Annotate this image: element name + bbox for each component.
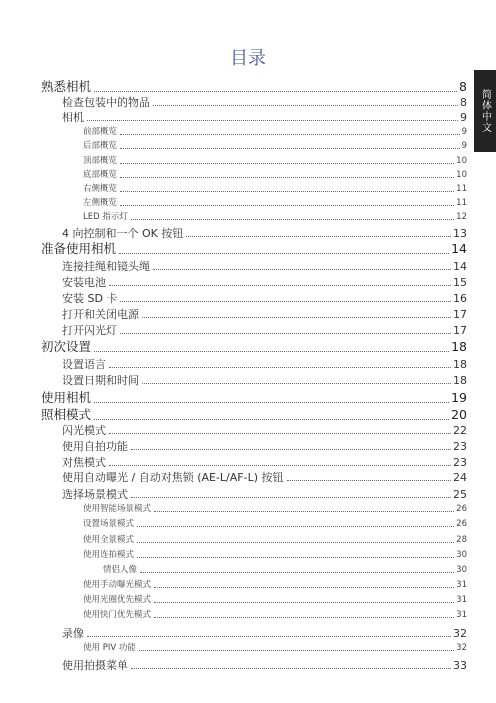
toc-entry-title: 熟悉相机 (41, 79, 92, 94)
toc-entry-title: 设置场景模式 (83, 519, 135, 529)
toc-entry-page: 26 (456, 519, 467, 529)
toc-entry[interactable] (62, 228, 467, 239)
toc-entry-page: 19 (451, 390, 467, 405)
toc-entry-title: 设置日期和时间 (62, 374, 139, 387)
toc-entry-page: 30 (456, 565, 467, 575)
toc-entry-title: 后部概览 (83, 141, 118, 151)
toc-entry-title: 使用快门优先模式 (83, 610, 152, 620)
toc-entry-title: 使用连拍模式 (83, 550, 135, 560)
toc-entry-page: 18 (451, 339, 467, 354)
toc-entry-title: 打开和关闭电源 (62, 308, 139, 321)
toc-entry-title: 使用手动曝光模式 (83, 580, 152, 590)
toc-entry-title: 左侧概览 (83, 198, 118, 208)
toc-entry-title: LED 指示灯 (83, 212, 128, 222)
toc-entry-title: 使用自动曝光 / 自动对焦锁 (AE-L/AF-L) 按钮 (62, 471, 284, 484)
toc-entry-page: 9 (461, 141, 467, 151)
toc-entry-page: 25 (453, 488, 467, 501)
toc-entry[interactable] (62, 660, 467, 671)
toc-entry-page: 8 (460, 96, 467, 109)
toc-entry-page: 32 (456, 643, 467, 653)
toc-entry-title: 录像 (62, 627, 84, 640)
toc-entry-page: 24 (453, 471, 467, 484)
toc-entry[interactable] (62, 425, 467, 436)
toc-leader-dots (287, 480, 451, 481)
toc-entry-title: 使用拍摄菜单 (62, 659, 128, 672)
toc-entry-title: 打开闪光灯 (62, 324, 117, 337)
toc-entry-page: 18 (453, 358, 467, 371)
toc-leader-dots (120, 205, 454, 206)
toc-entry-page: 11 (456, 184, 467, 194)
toc-leader-dots (109, 285, 451, 286)
toc-entry-title: 顶部概览 (83, 156, 118, 166)
toc-leader-dots (120, 301, 451, 302)
toc-entry[interactable] (62, 628, 467, 639)
toc-entry-title: 使用 PIV 功能 (83, 643, 136, 653)
toc-entry[interactable] (62, 441, 467, 452)
toc-entry-page: 18 (453, 374, 467, 387)
toc-leader-dots (154, 602, 454, 603)
toc-entry[interactable] (62, 309, 467, 320)
toc-entry-page: 31 (456, 580, 467, 590)
toc-entry-page: 23 (453, 440, 467, 453)
toc-entry-page: 26 (456, 504, 467, 514)
toc-leader-dots (131, 449, 451, 450)
toc-entry-title: 选择场景模式 (62, 488, 128, 501)
toc-entry[interactable] (41, 341, 467, 354)
toc-leader-dots (137, 526, 454, 527)
toc-leader-dots (142, 383, 451, 384)
toc-entry-title: 安装 SD 卡 (62, 292, 118, 305)
toc-entry[interactable] (83, 520, 467, 529)
toc-entry-page: 30 (456, 550, 467, 560)
toc-entry-page: 13 (453, 227, 467, 240)
toc-entry-title: 初次设置 (41, 339, 92, 354)
toc-leader-dots (120, 148, 460, 149)
toc-entry-page: 31 (456, 595, 467, 605)
toc-entry-page: 31 (456, 610, 467, 620)
page-title: 目录 (230, 48, 266, 69)
toc-entry[interactable] (62, 472, 467, 483)
toc-entry[interactable] (83, 199, 467, 208)
toc-entry-page: 11 (456, 198, 467, 208)
toc-entry-title: 底部概览 (83, 170, 118, 180)
toc-entry[interactable] (62, 112, 467, 123)
toc-entry-title: 连接挂绳和镜头绳 (62, 260, 150, 273)
toc-entry-page: 16 (453, 292, 467, 305)
toc-leader-dots (120, 191, 454, 192)
toc-leader-dots (109, 465, 451, 466)
toc-entry-title: 使用自拍功能 (62, 440, 128, 453)
toc-entry-page: 17 (453, 324, 467, 337)
toc-entry[interactable] (41, 81, 467, 94)
toc-leader-dots (87, 120, 458, 121)
toc-leader-dots (94, 402, 449, 403)
toc-entry-page: 20 (451, 407, 467, 422)
toc-leader-dots (153, 269, 451, 270)
toc-entry-page: 14 (451, 241, 467, 256)
toc-leader-dots (94, 351, 449, 352)
toc-leader-dots (131, 668, 451, 669)
toc-entry[interactable] (62, 375, 467, 386)
toc-entry-page: 15 (453, 276, 467, 289)
toc-entry-title: 使用光圈优先模式 (83, 595, 152, 605)
toc-leader-dots (186, 236, 451, 237)
toc-leader-dots (120, 333, 451, 334)
toc-entry[interactable] (83, 581, 467, 590)
toc-entry-title: 设置语言 (62, 358, 106, 371)
toc-leader-dots (154, 587, 454, 588)
toc-entry-page: 23 (453, 456, 467, 469)
toc-leader-dots (120, 134, 460, 135)
toc-entry[interactable] (83, 213, 467, 222)
toc-entry[interactable] (83, 157, 467, 166)
toc-entry-title: 前部概览 (83, 127, 118, 137)
toc-entry-title: 对焦模式 (62, 456, 106, 469)
toc-entry-title: 4 向控制和一个 OK 按钮 (62, 227, 184, 240)
toc-entry-page: 28 (456, 535, 467, 545)
toc-entry-title: 照相模式 (41, 407, 92, 422)
toc-entry-title: 右侧概览 (83, 184, 118, 194)
language-tab: 简体中文 (474, 70, 496, 152)
toc-entry[interactable] (62, 489, 467, 500)
toc-entry[interactable] (83, 505, 467, 514)
toc-entry-title: 闪光模式 (62, 424, 106, 437)
toc-entry-page: 32 (453, 627, 467, 640)
toc-entry-page: 14 (453, 260, 467, 273)
toc-leader-dots (120, 177, 454, 178)
toc-entry-title: 检查包装中的物品 (62, 96, 150, 109)
toc-leader-dots (131, 219, 454, 220)
toc-entry[interactable] (62, 97, 467, 108)
toc-entry-title: 使用智能场景模式 (83, 504, 152, 514)
toc-leader-dots (119, 253, 449, 254)
toc-leader-dots (142, 317, 451, 318)
toc-entry-page: 12 (456, 212, 467, 222)
toc-entry[interactable] (83, 596, 467, 605)
toc-entry[interactable] (83, 644, 467, 653)
toc-leader-dots (137, 557, 454, 558)
toc-entry-page: 17 (453, 308, 467, 321)
toc-leader-dots (139, 650, 454, 651)
toc-entry-title: 相机 (62, 111, 84, 124)
toc-leader-dots (154, 617, 454, 618)
toc-leader-dots (109, 367, 451, 368)
toc-entry[interactable] (62, 277, 467, 288)
toc-leader-dots (120, 163, 454, 164)
toc-leader-dots (140, 572, 454, 573)
toc-leader-dots (94, 419, 449, 420)
toc-entry[interactable] (62, 325, 467, 336)
toc-entry[interactable] (83, 142, 467, 151)
toc-entry-page: 22 (453, 424, 467, 437)
toc-entry-page: 33 (453, 659, 467, 672)
toc-leader-dots (153, 105, 458, 106)
toc-entry[interactable] (83, 128, 467, 137)
toc-entry-title: 安装电池 (62, 276, 106, 289)
toc-entry[interactable] (62, 261, 467, 272)
toc-leader-dots (94, 91, 457, 92)
toc-entry[interactable] (62, 457, 467, 468)
toc-leader-dots (109, 433, 451, 434)
toc-entry-page: 9 (460, 111, 467, 124)
toc-entry[interactable] (83, 171, 467, 180)
toc-entry[interactable] (83, 185, 467, 194)
toc-entry-page: 8 (459, 79, 467, 94)
toc-entry-title: 情侣人像 (103, 565, 138, 575)
toc-entry-page: 9 (461, 127, 467, 137)
toc-leader-dots (131, 497, 451, 498)
toc-entry[interactable] (62, 359, 467, 370)
toc-entry-title: 使用相机 (41, 390, 92, 405)
toc-leader-dots (87, 636, 451, 637)
toc-leader-dots (154, 511, 454, 512)
toc-entry[interactable] (83, 551, 467, 560)
toc-entry-title: 使用全景模式 (83, 535, 135, 545)
toc-leader-dots (137, 542, 454, 543)
toc-entry[interactable] (41, 243, 467, 256)
toc-entry[interactable] (62, 293, 467, 304)
toc-entry-page: 10 (456, 170, 467, 180)
toc-entry-page: 10 (456, 156, 467, 166)
toc-entry[interactable] (83, 611, 467, 620)
toc-entry[interactable] (41, 409, 467, 422)
toc-entry[interactable] (41, 392, 467, 405)
toc-entry-title: 准备使用相机 (41, 241, 117, 256)
toc-entry[interactable] (83, 536, 467, 545)
toc-entry[interactable] (103, 566, 467, 575)
